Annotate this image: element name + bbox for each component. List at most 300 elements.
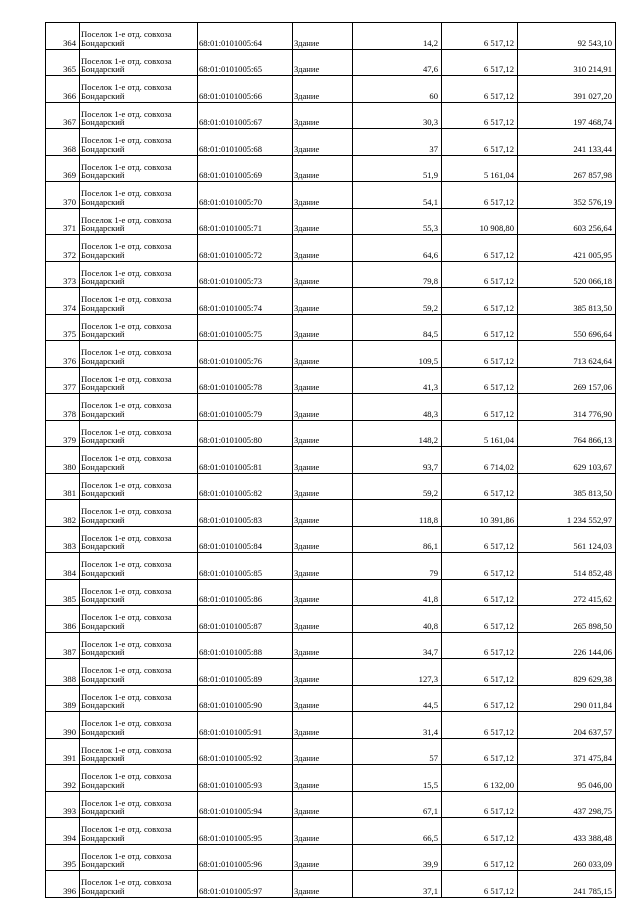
address-line-1: Поселок 1-е отд. совхоза (81, 82, 172, 93)
address-line-2: Бондарский (81, 329, 125, 340)
row-number-cell: 370 (46, 182, 80, 209)
unit-value-cell: 6 517,12 (442, 871, 518, 898)
address-cell (80, 500, 198, 527)
cadastral-value-cell: 204 637,57 (518, 712, 616, 739)
address-cell (80, 553, 198, 580)
address-cell (80, 765, 198, 792)
cadastral-value-cell: 92 543,10 (518, 23, 616, 50)
address-cell (80, 871, 198, 898)
address-line-2: Бондарский (81, 726, 125, 737)
area-cell: 109,5 (353, 341, 442, 368)
row-number-cell: 386 (46, 606, 80, 633)
unit-value-cell: 6 517,12 (442, 182, 518, 209)
cadastral-number-cell: 68:01:0101005:65 (198, 49, 293, 76)
cadastral-value-cell: 95 046,00 (518, 765, 616, 792)
cadastral-value-cell: 550 696,64 (518, 314, 616, 341)
unit-value-cell: 5 161,04 (442, 155, 518, 182)
unit-value-cell: 6 517,12 (442, 473, 518, 500)
address-cell (80, 738, 198, 765)
area-cell: 60 (353, 76, 442, 103)
row-number-cell: 377 (46, 367, 80, 394)
address-line-1: Поселок 1-е отд. совхоза (81, 400, 172, 411)
table-row (46, 102, 616, 129)
address-line-1: Поселок 1-е отд. совхоза (81, 532, 172, 543)
object-type-cell: Здание (293, 420, 353, 447)
area-cell: 48,3 (353, 394, 442, 421)
address-line-1: Поселок 1-е отд. совхоза (81, 294, 172, 305)
cadastral-number-cell: 68:01:0101005:95 (198, 818, 293, 845)
cadastral-value-cell: 433 388,48 (518, 818, 616, 845)
object-type-cell: Здание (293, 129, 353, 156)
area-cell: 51,9 (353, 155, 442, 182)
object-type-cell: Здание (293, 155, 353, 182)
area-cell: 64,6 (353, 235, 442, 262)
cadastral-number-cell: 68:01:0101005:66 (198, 76, 293, 103)
address-cell (80, 447, 198, 474)
row-number-cell: 378 (46, 394, 80, 421)
cadastral-number-cell: 68:01:0101005:64 (198, 23, 293, 50)
address-line-1: Поселок 1-е отд. совхоза (81, 241, 172, 252)
object-type-cell: Здание (293, 500, 353, 527)
unit-value-cell: 6 517,12 (442, 606, 518, 633)
address-line-1: Поселок 1-е отд. совхоза (81, 161, 172, 172)
address-line-2: Бондарский (81, 170, 125, 181)
area-cell: 14,2 (353, 23, 442, 50)
object-type-cell: Здание (293, 49, 353, 76)
table-row (46, 420, 616, 447)
unit-value-cell: 6 517,12 (442, 791, 518, 818)
row-number-cell: 364 (46, 23, 80, 50)
cadastral-value-cell: 352 576,19 (518, 182, 616, 209)
unit-value-cell: 6 517,12 (442, 288, 518, 315)
address-cell (80, 791, 198, 818)
address-line-2: Бондарский (81, 594, 125, 605)
address-line-1: Поселок 1-е отд. совхоза (81, 850, 172, 861)
cadastral-number-cell: 68:01:0101005:94 (198, 791, 293, 818)
row-number-cell: 392 (46, 765, 80, 792)
object-type-cell: Здание (293, 76, 353, 103)
object-type-cell: Здание (293, 23, 353, 50)
area-cell: 67,1 (353, 791, 442, 818)
cadastral-value-cell: 385 813,50 (518, 288, 616, 315)
table-row (46, 500, 616, 527)
area-cell: 84,5 (353, 314, 442, 341)
address-line-2: Бондарский (81, 382, 125, 393)
cadastral-value-cell: 265 898,50 (518, 606, 616, 633)
area-cell: 79 (353, 553, 442, 580)
object-type-cell: Здание (293, 261, 353, 288)
unit-value-cell: 6 517,12 (442, 314, 518, 341)
table-row (46, 738, 616, 765)
cadastral-number-cell: 68:01:0101005:87 (198, 606, 293, 633)
area-cell: 55,3 (353, 208, 442, 235)
address-line-2: Бондарский (81, 435, 125, 446)
address-line-2: Бондарский (81, 223, 125, 234)
unit-value-cell: 6 517,12 (442, 712, 518, 739)
address-cell (80, 420, 198, 447)
area-cell: 37 (353, 129, 442, 156)
address-line-2: Бондарский (81, 620, 125, 631)
cadastral-value-table (45, 22, 616, 898)
address-cell (80, 606, 198, 633)
unit-value-cell: 10 391,86 (442, 500, 518, 527)
address-line-1: Поселок 1-е отд. совхоза (81, 426, 172, 437)
address-line-2: Бондарский (81, 832, 125, 843)
object-type-cell: Здание (293, 526, 353, 553)
address-line-1: Поселок 1-е отд. совхоза (81, 188, 172, 199)
row-number-cell: 381 (46, 473, 80, 500)
cadastral-value-cell: 603 256,64 (518, 208, 616, 235)
unit-value-cell: 6 517,12 (442, 526, 518, 553)
address-cell (80, 712, 198, 739)
table-row (46, 526, 616, 553)
object-type-cell: Здание (293, 394, 353, 421)
area-cell: 66,5 (353, 818, 442, 845)
address-line-2: Бондарский (81, 143, 125, 154)
row-number-cell: 368 (46, 129, 80, 156)
table-row (46, 818, 616, 845)
table-row (46, 235, 616, 262)
cadastral-value-cell: 226 144,06 (518, 632, 616, 659)
address-cell (80, 579, 198, 606)
table-row (46, 394, 616, 421)
area-cell: 59,2 (353, 473, 442, 500)
address-line-2: Бондарский (81, 461, 125, 472)
address-line-2: Бондарский (81, 196, 125, 207)
area-cell: 41,3 (353, 367, 442, 394)
row-number-cell: 367 (46, 102, 80, 129)
area-cell: 47,6 (353, 49, 442, 76)
table-row (46, 553, 616, 580)
object-type-cell: Здание (293, 235, 353, 262)
area-cell: 118,8 (353, 500, 442, 527)
address-line-2: Бондарский (81, 302, 125, 313)
object-type-cell: Здание (293, 102, 353, 129)
cadastral-number-cell: 68:01:0101005:81 (198, 447, 293, 474)
object-type-cell: Здание (293, 473, 353, 500)
object-type-cell: Здание (293, 659, 353, 686)
address-line-2: Бондарский (81, 567, 125, 578)
address-cell (80, 632, 198, 659)
address-line-1: Поселок 1-е отд. совхоза (81, 479, 172, 490)
cadastral-value-cell: 241 133,44 (518, 129, 616, 156)
unit-value-cell: 6 714,02 (442, 447, 518, 474)
area-cell: 93,7 (353, 447, 442, 474)
cadastral-number-cell: 68:01:0101005:96 (198, 844, 293, 871)
cadastral-number-cell: 68:01:0101005:84 (198, 526, 293, 553)
cadastral-number-cell: 68:01:0101005:78 (198, 367, 293, 394)
cadastral-number-cell: 68:01:0101005:68 (198, 129, 293, 156)
cadastral-number-cell: 68:01:0101005:72 (198, 235, 293, 262)
object-type-cell: Здание (293, 208, 353, 235)
cadastral-number-cell: 68:01:0101005:83 (198, 500, 293, 527)
table-row (46, 367, 616, 394)
table-row (46, 155, 616, 182)
row-number-cell: 365 (46, 49, 80, 76)
cadastral-value-cell: 561 124,03 (518, 526, 616, 553)
area-cell: 148,2 (353, 420, 442, 447)
area-cell: 31,4 (353, 712, 442, 739)
address-line-2: Бондарский (81, 541, 125, 552)
object-type-cell: Здание (293, 367, 353, 394)
cadastral-number-cell: 68:01:0101005:76 (198, 341, 293, 368)
address-cell (80, 49, 198, 76)
cadastral-value-cell: 437 298,75 (518, 791, 616, 818)
area-cell: 15,5 (353, 765, 442, 792)
row-number-cell: 388 (46, 659, 80, 686)
cadastral-value-cell: 241 785,15 (518, 871, 616, 898)
address-line-2: Бондарский (81, 249, 125, 260)
table-row (46, 844, 616, 871)
address-cell (80, 208, 198, 235)
area-cell: 34,7 (353, 632, 442, 659)
row-number-cell: 376 (46, 341, 80, 368)
row-number-cell: 391 (46, 738, 80, 765)
table-row (46, 871, 616, 898)
area-cell: 127,3 (353, 659, 442, 686)
table-row (46, 23, 616, 50)
row-number-cell: 366 (46, 76, 80, 103)
address-cell (80, 818, 198, 845)
cadastral-value-cell: 267 857,98 (518, 155, 616, 182)
unit-value-cell: 6 517,12 (442, 367, 518, 394)
object-type-cell: Здание (293, 712, 353, 739)
address-line-1: Поселок 1-е отд. совхоза (81, 267, 172, 278)
table-row (46, 208, 616, 235)
object-type-cell: Здание (293, 844, 353, 871)
cadastral-value-cell: 260 033,09 (518, 844, 616, 871)
unit-value-cell: 6 517,12 (442, 685, 518, 712)
table-row (46, 659, 616, 686)
address-cell (80, 473, 198, 500)
row-number-cell: 373 (46, 261, 80, 288)
address-cell (80, 23, 198, 50)
object-type-cell: Здание (293, 738, 353, 765)
address-line-2: Бондарский (81, 673, 125, 684)
cadastral-number-cell: 68:01:0101005:73 (198, 261, 293, 288)
cadastral-number-cell: 68:01:0101005:79 (198, 394, 293, 421)
address-cell (80, 844, 198, 871)
table-row (46, 288, 616, 315)
table-row (46, 447, 616, 474)
cadastral-number-cell: 68:01:0101005:88 (198, 632, 293, 659)
cadastral-value-cell: 520 066,18 (518, 261, 616, 288)
address-line-2: Бондарский (81, 117, 125, 128)
address-line-1: Поселок 1-е отд. совхоза (81, 638, 172, 649)
cadastral-value-cell: 197 468,74 (518, 102, 616, 129)
unit-value-cell: 6 517,12 (442, 579, 518, 606)
table-row (46, 473, 616, 500)
address-line-1: Поселок 1-е отд. совхоза (81, 797, 172, 808)
address-line-1: Поселок 1-е отд. совхоза (81, 585, 172, 596)
row-number-cell: 395 (46, 844, 80, 871)
address-cell (80, 76, 198, 103)
cadastral-value-cell: 391 027,20 (518, 76, 616, 103)
table-body (46, 23, 616, 898)
row-number-cell: 374 (46, 288, 80, 315)
unit-value-cell: 6 517,12 (442, 553, 518, 580)
cadastral-value-cell: 314 776,90 (518, 394, 616, 421)
row-number-cell: 396 (46, 871, 80, 898)
unit-value-cell: 6 517,12 (442, 394, 518, 421)
row-number-cell: 389 (46, 685, 80, 712)
address-line-1: Поселок 1-е отд. совхоза (81, 373, 172, 384)
row-number-cell: 369 (46, 155, 80, 182)
address-line-1: Поселок 1-е отд. совхоза (81, 214, 172, 225)
area-cell: 37,1 (353, 871, 442, 898)
object-type-cell: Здание (293, 182, 353, 209)
address-line-1: Поселок 1-е отд. совхоза (81, 135, 172, 146)
address-cell (80, 182, 198, 209)
cadastral-value-cell: 371 475,84 (518, 738, 616, 765)
object-type-cell: Здание (293, 765, 353, 792)
unit-value-cell: 6 517,12 (442, 341, 518, 368)
address-cell (80, 314, 198, 341)
address-line-2: Бондарский (81, 514, 125, 525)
cadastral-number-cell: 68:01:0101005:75 (198, 314, 293, 341)
cadastral-value-cell: 764 866,13 (518, 420, 616, 447)
cadastral-value-cell: 629 103,67 (518, 447, 616, 474)
address-line-2: Бондарский (81, 408, 125, 419)
address-line-2: Бондарский (81, 355, 125, 366)
object-type-cell: Здание (293, 818, 353, 845)
table-row (46, 579, 616, 606)
table-row (46, 314, 616, 341)
object-type-cell: Здание (293, 447, 353, 474)
area-cell: 30,3 (353, 102, 442, 129)
cadastral-value-cell: 385 813,50 (518, 473, 616, 500)
cadastral-number-cell: 68:01:0101005:70 (198, 182, 293, 209)
address-cell (80, 341, 198, 368)
address-line-1: Поселок 1-е отд. совхоза (81, 29, 172, 40)
object-type-cell: Здание (293, 579, 353, 606)
address-line-1: Поселок 1-е отд. совхоза (81, 691, 172, 702)
cadastral-number-cell: 68:01:0101005:91 (198, 712, 293, 739)
cadastral-number-cell: 68:01:0101005:97 (198, 871, 293, 898)
object-type-cell: Здание (293, 791, 353, 818)
cadastral-number-cell: 68:01:0101005:85 (198, 553, 293, 580)
area-cell: 59,2 (353, 288, 442, 315)
row-number-cell: 371 (46, 208, 80, 235)
cadastral-value-cell: 1 234 552,97 (518, 500, 616, 527)
address-line-1: Поселок 1-е отд. совхоза (81, 453, 172, 464)
area-cell: 54,1 (353, 182, 442, 209)
table-row (46, 791, 616, 818)
object-type-cell: Здание (293, 685, 353, 712)
area-cell: 40,8 (353, 606, 442, 633)
object-type-cell: Здание (293, 632, 353, 659)
cadastral-number-cell: 68:01:0101005:82 (198, 473, 293, 500)
address-line-2: Бондарский (81, 90, 125, 101)
address-line-1: Поселок 1-е отд. совхоза (81, 347, 172, 358)
address-cell (80, 367, 198, 394)
table-row (46, 76, 616, 103)
unit-value-cell: 6 517,12 (442, 23, 518, 50)
object-type-cell: Здание (293, 553, 353, 580)
cadastral-value-cell: 713 624,64 (518, 341, 616, 368)
area-cell: 41,8 (353, 579, 442, 606)
address-line-2: Бондарский (81, 859, 125, 870)
address-line-2: Бондарский (81, 753, 125, 764)
address-line-1: Поселок 1-е отд. совхоза (81, 718, 172, 729)
cadastral-number-cell: 68:01:0101005:89 (198, 659, 293, 686)
address-line-1: Поселок 1-е отд. совхоза (81, 824, 172, 835)
address-line-2: Бондарский (81, 276, 125, 287)
table-row (46, 712, 616, 739)
cadastral-value-cell: 310 214,91 (518, 49, 616, 76)
address-line-2: Бондарский (81, 806, 125, 817)
area-cell: 86,1 (353, 526, 442, 553)
area-cell: 44,5 (353, 685, 442, 712)
object-type-cell: Здание (293, 341, 353, 368)
address-cell (80, 129, 198, 156)
object-type-cell: Здание (293, 288, 353, 315)
address-cell (80, 235, 198, 262)
table-row (46, 765, 616, 792)
row-number-cell: 390 (46, 712, 80, 739)
cadastral-number-cell: 68:01:0101005:93 (198, 765, 293, 792)
unit-value-cell: 6 517,12 (442, 76, 518, 103)
row-number-cell: 387 (46, 632, 80, 659)
cadastral-value-cell: 421 005,95 (518, 235, 616, 262)
unit-value-cell: 6 517,12 (442, 102, 518, 129)
address-line-1: Поселок 1-е отд. совхоза (81, 320, 172, 331)
object-type-cell: Здание (293, 314, 353, 341)
address-cell (80, 394, 198, 421)
unit-value-cell: 6 517,12 (442, 235, 518, 262)
address-cell (80, 526, 198, 553)
cadastral-number-cell: 68:01:0101005:74 (198, 288, 293, 315)
address-line-2: Бондарский (81, 700, 125, 711)
table-row (46, 606, 616, 633)
row-number-cell: 385 (46, 579, 80, 606)
object-type-cell: Здание (293, 871, 353, 898)
address-line-1: Поселок 1-е отд. совхоза (81, 55, 172, 66)
row-number-cell: 383 (46, 526, 80, 553)
address-line-1: Поселок 1-е отд. совхоза (81, 771, 172, 782)
address-line-1: Поселок 1-е отд. совхоза (81, 612, 172, 623)
address-cell (80, 288, 198, 315)
area-cell: 79,8 (353, 261, 442, 288)
row-number-cell: 382 (46, 500, 80, 527)
cadastral-value-cell: 514 852,48 (518, 553, 616, 580)
unit-value-cell: 6 517,12 (442, 632, 518, 659)
address-line-1: Поселок 1-е отд. совхоза (81, 744, 172, 755)
address-line-2: Бондарский (81, 64, 125, 75)
area-cell: 57 (353, 738, 442, 765)
unit-value-cell: 6 517,12 (442, 818, 518, 845)
table-row (46, 261, 616, 288)
address-line-2: Бондарский (81, 647, 125, 658)
unit-value-cell: 6 517,12 (442, 129, 518, 156)
unit-value-cell: 6 517,12 (442, 738, 518, 765)
cadastral-number-cell: 68:01:0101005:80 (198, 420, 293, 447)
address-line-1: Поселок 1-е отд. совхоза (81, 665, 172, 676)
cadastral-number-cell: 68:01:0101005:67 (198, 102, 293, 129)
address-cell (80, 659, 198, 686)
address-cell (80, 261, 198, 288)
address-line-1: Поселок 1-е отд. совхоза (81, 108, 172, 119)
table-row (46, 182, 616, 209)
table-row (46, 685, 616, 712)
row-number-cell: 380 (46, 447, 80, 474)
table-row (46, 632, 616, 659)
row-number-cell: 384 (46, 553, 80, 580)
cadastral-number-cell: 68:01:0101005:71 (198, 208, 293, 235)
cadastral-number-cell: 68:01:0101005:90 (198, 685, 293, 712)
table-row (46, 129, 616, 156)
cadastral-value-cell: 272 415,62 (518, 579, 616, 606)
